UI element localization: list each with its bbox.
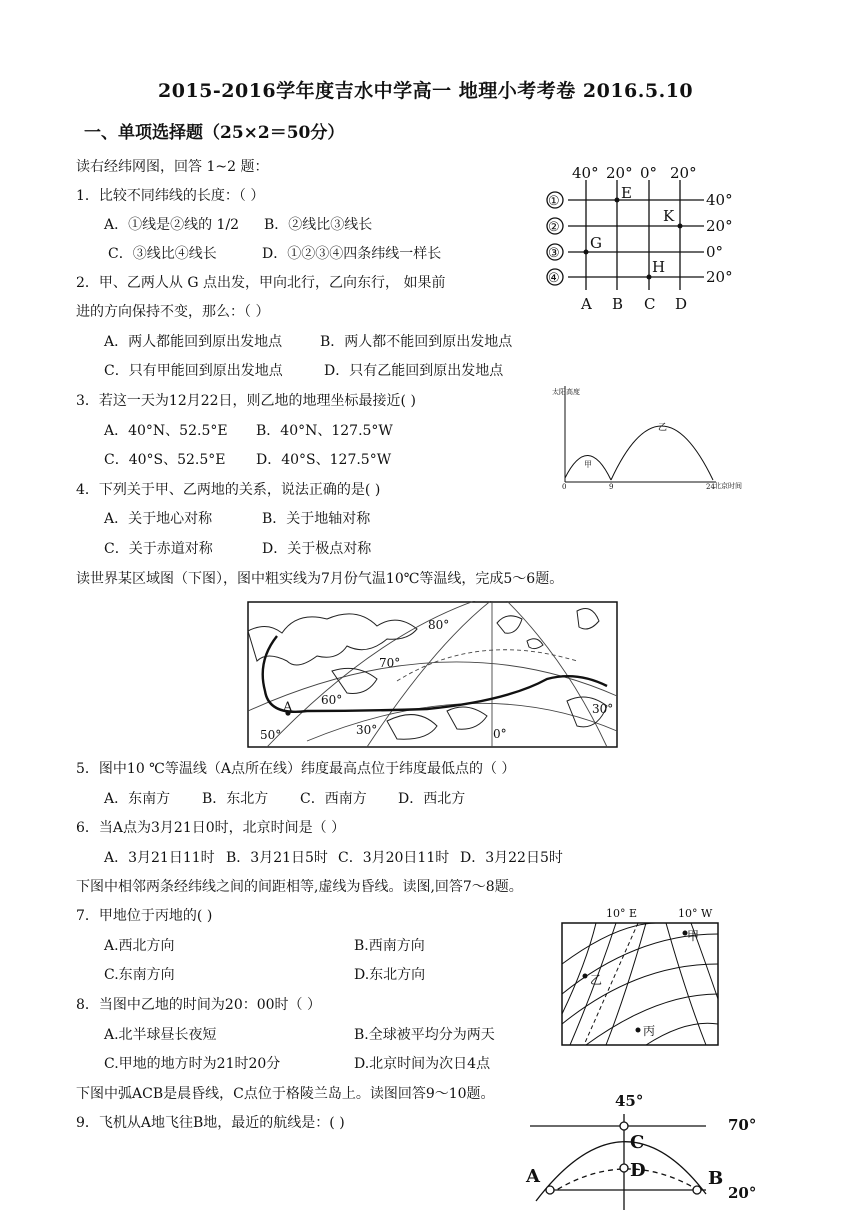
map2-lon-label: 10° W bbox=[678, 907, 713, 920]
q5-option-d: D．西北方 bbox=[398, 791, 466, 807]
grid-top-label: 20° bbox=[606, 164, 633, 182]
q7-option-b: B.西南方向 bbox=[354, 938, 425, 954]
grid-bottom-label: D bbox=[675, 295, 688, 313]
q8-option-d: D.北京时间为次日4点 bbox=[354, 1056, 491, 1072]
q3-option-b: B．40°N、127.5°W bbox=[256, 423, 393, 439]
q1-option-a: A．①线是②线的 1/2 bbox=[104, 217, 240, 233]
q2-option-a: A．两人都能回到原出发地点 bbox=[104, 334, 283, 350]
question-4: 4．下列关于甲、乙两地的关系，说法正确的是( ) bbox=[76, 482, 381, 498]
map2-point-jia: 甲 bbox=[687, 929, 700, 943]
q4-option-c: C．关于赤道对称 bbox=[104, 541, 213, 557]
question-6: 6．当A点为3月21日0时，北京时间是（ ） bbox=[76, 820, 346, 836]
grid-point-label: G bbox=[590, 234, 602, 252]
question-5: 5．图中10 ℃等温线（A点所在线）纬度最高点位于纬度最低点的（ ） bbox=[76, 761, 516, 777]
q6-option-b: B．3月21日5时 bbox=[226, 850, 328, 866]
q2-option-c: C．只有甲能回到原出发地点 bbox=[104, 363, 283, 379]
q6-option-c: C．3月20日11时 bbox=[338, 850, 450, 866]
sun-chart-xlabel: 北京时间 bbox=[714, 482, 742, 490]
grid-right-label: 40° bbox=[706, 191, 733, 209]
sun-chart-tick: 0 bbox=[562, 483, 567, 491]
q5-option-b: B．东北方 bbox=[202, 791, 269, 807]
map2-point-bing: 丙 bbox=[643, 1024, 656, 1038]
map3-lat-label: 70° bbox=[728, 1116, 757, 1134]
sun-altitude-chart bbox=[548, 382, 768, 494]
dusk-line-map bbox=[556, 904, 726, 1048]
question-2-line2: 进的方向保持不变，那么：（ ） bbox=[76, 304, 270, 320]
sun-chart-label-yi: 乙 bbox=[658, 423, 668, 433]
map1-point-a: A bbox=[283, 700, 293, 715]
q3-option-a: A．40°N、52.5°E bbox=[104, 423, 228, 439]
q3-option-d: D．40°S、127.5°W bbox=[256, 452, 392, 468]
grid-left-label: ③ bbox=[548, 246, 560, 261]
q8-option-b: B.全球被平均分为两天 bbox=[354, 1027, 495, 1043]
grid-right-label: 0° bbox=[706, 243, 724, 261]
q7-option-a: A.西北方向 bbox=[104, 938, 175, 954]
q4-option-a: A．关于地心对称 bbox=[104, 511, 213, 527]
region-map bbox=[247, 601, 619, 749]
map3-point-a: A bbox=[526, 1166, 540, 1187]
grid-left-label: ① bbox=[548, 194, 560, 209]
map2-lon-label: 10° E bbox=[606, 907, 638, 920]
intro-q7-8: 下图中相邻两条经纬线之间的间距相等,虚线为昏线。读图,回答7～8题。 bbox=[76, 879, 523, 895]
grid-point-label: E bbox=[621, 184, 632, 202]
map1-lat-label: 70° bbox=[379, 656, 401, 670]
sun-chart-ylabel: 太阳高度 bbox=[552, 388, 580, 396]
q7-option-d: D.东北方向 bbox=[354, 967, 426, 983]
grid-point-label: K bbox=[663, 207, 675, 225]
map1-lat-label: 30° bbox=[592, 702, 614, 716]
grid-bottom-label: A bbox=[581, 295, 592, 313]
q6-option-d: D．3月22日5时 bbox=[460, 850, 563, 866]
grid-point-label: H bbox=[652, 258, 666, 276]
map2-point-yi: 乙 bbox=[590, 973, 603, 987]
grid-left-label: ④ bbox=[548, 271, 560, 286]
q1-option-d: D．①②③④四条纬线一样长 bbox=[262, 246, 442, 262]
q5-option-a: A．东南方 bbox=[104, 791, 171, 807]
question-8: 8．当图中乙地的时间为20：00时（ ） bbox=[76, 997, 321, 1013]
grid-right-label: 20° bbox=[706, 217, 733, 235]
map3-lon-label: 45° bbox=[615, 1092, 644, 1110]
sun-chart-tick: 9 bbox=[609, 483, 614, 491]
q6-option-a: A．3月21日11时 bbox=[104, 850, 215, 866]
grid-top-label: 40° bbox=[572, 164, 599, 182]
question-9: 9．飞机从A地飞往B地，最近的航线是：( ) bbox=[76, 1115, 345, 1131]
sun-chart-label-jia: 甲 bbox=[584, 460, 592, 469]
grid-bottom-label: B bbox=[612, 295, 624, 313]
lat-lon-grid-figure bbox=[532, 158, 752, 318]
question-7: 7．甲地位于丙地的( ) bbox=[76, 908, 213, 924]
intro-q1-2: 读右经纬网图，回答 1~2 题： bbox=[76, 159, 269, 175]
q2-option-b: B．两人都不能回到原出发地点 bbox=[320, 334, 513, 350]
q8-option-a: A.北半球昼长夜短 bbox=[104, 1027, 217, 1043]
map3-point-c: C bbox=[630, 1132, 645, 1153]
map1-lat-label: 50° bbox=[260, 728, 282, 742]
terminator-arc-figure bbox=[520, 1086, 780, 1210]
q4-option-b: B．关于地轴对称 bbox=[262, 511, 371, 527]
q7-option-c: C.东南方向 bbox=[104, 967, 175, 983]
intro-q9-10: 下图中弧ACB是晨昏线，C点位于格陵兰岛上。读图回答9～10题。 bbox=[76, 1086, 495, 1102]
question-3: 3．若这一天为12月22日，则乙地的地理坐标最接近( ) bbox=[76, 393, 416, 409]
map1-lon-label: 30° bbox=[356, 723, 378, 737]
map3-point-d: D bbox=[630, 1160, 646, 1181]
map3-point-b: B bbox=[708, 1168, 724, 1189]
grid-bottom-label: C bbox=[644, 295, 656, 313]
q2-option-d: D．只有乙能回到原出发地点 bbox=[324, 363, 504, 379]
grid-right-label: 20° bbox=[706, 268, 733, 286]
grid-left-label: ② bbox=[548, 220, 560, 235]
question-1: 1．比较不同纬线的长度：（ ） bbox=[76, 188, 265, 204]
page-title: 2015-2016学年度吉水中学高一 地理小考考卷 2016.5.10 bbox=[158, 80, 694, 102]
q8-option-c: C.甲地的地方时为21时20分 bbox=[104, 1056, 281, 1072]
q1-option-c: C．③线比④线长 bbox=[108, 246, 217, 262]
grid-top-label: 20° bbox=[670, 164, 697, 182]
intro-q5-6: 读世界某区域图（下图），图中粗实线为7月份气温10℃等温线，完成5～6题。 bbox=[76, 571, 564, 587]
map1-lat-label: 80° bbox=[428, 618, 450, 632]
q5-option-c: C．西南方 bbox=[300, 791, 367, 807]
q4-option-d: D．关于极点对称 bbox=[262, 541, 372, 557]
map1-lon-label: 0° bbox=[493, 727, 507, 741]
sun-chart-tick: 24 bbox=[706, 483, 715, 491]
question-2-line1: 2．甲、乙两人从 G 点出发，甲向北行，乙向东行， 如果前 bbox=[76, 275, 446, 291]
map3-lat-label: 20° bbox=[728, 1184, 757, 1202]
q1-option-b: B．②线比③线长 bbox=[264, 217, 373, 233]
map1-lat-label: 60° bbox=[321, 693, 343, 707]
q3-option-c: C．40°S、52.5°E bbox=[104, 452, 226, 468]
section-heading: 一、单项选择题（25×2＝50分） bbox=[84, 123, 345, 143]
grid-top-label: 0° bbox=[640, 164, 658, 182]
